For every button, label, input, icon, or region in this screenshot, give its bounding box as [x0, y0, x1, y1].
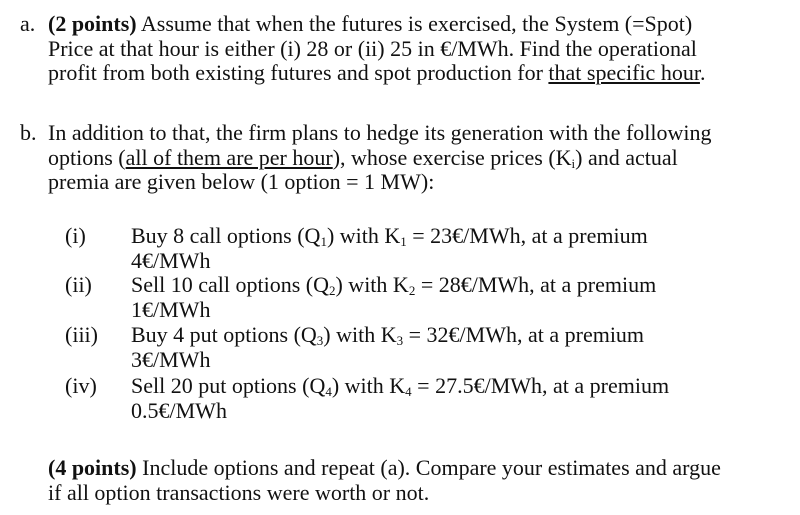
- part-a-marker: a.: [20, 11, 36, 36]
- option-4-text-a: Sell 20 put options (Q: [131, 373, 326, 398]
- option-2-text: [131, 273, 791, 322]
- option-1-line-1: [131, 224, 791, 249]
- option-4-line-2: 0.5€/MWh: [131, 397, 227, 423]
- option-2-q-subscript: 2: [328, 283, 336, 298]
- part-b-line-2-mid: ), whose exercise prices (K: [332, 144, 572, 170]
- option-1-number: (i): [65, 223, 86, 248]
- option-3-text: [131, 323, 791, 372]
- option-1-text-b: ) with K: [326, 223, 401, 248]
- final-line-2: if all option transactions were worth or not.: [48, 479, 430, 505]
- part-a-text: [48, 12, 793, 86]
- option-3-line-1: [131, 323, 791, 348]
- option-4-q-subscript: 4: [325, 384, 332, 399]
- option-2-k-subscript: 2: [408, 283, 416, 298]
- part-b-final-paragraph: [48, 456, 793, 505]
- option-1-text: [131, 224, 791, 273]
- option-1-line-2: 4€/MWh: [131, 247, 211, 273]
- option-2-text-c: = 28€/MWh, at a premium: [415, 272, 657, 297]
- part-a-line-2: Price at that hour is either (i) 28 or (ii) 25 in €/MWh. Find the operational: [48, 35, 697, 61]
- part-b-points: (4 points): [48, 455, 137, 480]
- option-3-text-a: Buy 4 put options (Q: [131, 322, 317, 347]
- option-3-text-c: = 32€/MWh, at a premium: [403, 322, 645, 347]
- option-4-text-b: ) with K: [331, 373, 406, 398]
- part-b-line-2-end: ) and actual: [575, 144, 678, 170]
- option-2-line-1: [131, 273, 791, 298]
- option-1-text-a: Buy 8 call options (Q: [131, 223, 321, 248]
- part-b-subscript: i: [571, 155, 576, 171]
- option-3-text-b: ) with K: [323, 322, 397, 347]
- part-a-line-3: [48, 61, 793, 86]
- part-a-line-1: [48, 12, 793, 37]
- final-line-1: [48, 456, 793, 481]
- option-2-number: (ii): [65, 272, 92, 297]
- part-a-line-3-text: profit from both existing futures and spot production for: [48, 60, 549, 85]
- part-b-line-2-text: options (: [48, 144, 126, 170]
- option-4-number: (iv): [65, 373, 97, 398]
- part-b-line-2: [48, 146, 793, 171]
- part-a-underlined-phrase: that specific hour: [548, 60, 700, 85]
- part-a-line-3-end: .: [699, 60, 706, 85]
- option-1-q-subscript: 1: [320, 234, 327, 249]
- part-a-points: (2 points): [48, 11, 137, 36]
- option-3-number: (iii): [65, 322, 98, 347]
- option-4-line-1: [131, 374, 791, 399]
- option-4-text-c: = 27.5€/MWh, at a premium: [411, 373, 670, 398]
- option-1-text-c: = 23€/MWh, at a premium: [406, 223, 648, 248]
- part-b-underlined-phrase: all of them are per hour: [125, 144, 333, 170]
- final-line-1-text: Include options and repeat (a). Compare your estimates and argue: [136, 455, 721, 480]
- part-b-line-1: In addition to that, the firm plans to hedge its generation with the following: [48, 120, 712, 145]
- option-3-line-2: 3€/MWh: [131, 346, 211, 372]
- option-3-k-subscript: 3: [396, 333, 404, 348]
- option-4-text: [131, 374, 791, 423]
- option-1-k-subscript: 1: [400, 234, 407, 249]
- option-3-q-subscript: 3: [316, 333, 324, 348]
- option-4-k-subscript: 4: [405, 384, 412, 399]
- part-b-text: [48, 121, 793, 195]
- part-a-line-1-text: Assume that when the futures is exercised, the System (=Spot): [136, 11, 693, 36]
- option-2-text-a: Sell 10 call options (Q: [131, 272, 329, 297]
- option-2-line-2: 1€/MWh: [131, 296, 211, 322]
- part-b-marker: b.: [20, 120, 37, 145]
- option-2-text-b: ) with K: [335, 272, 409, 297]
- part-b-line-3: premia are given below (1 option = 1 MW):: [48, 169, 435, 194]
